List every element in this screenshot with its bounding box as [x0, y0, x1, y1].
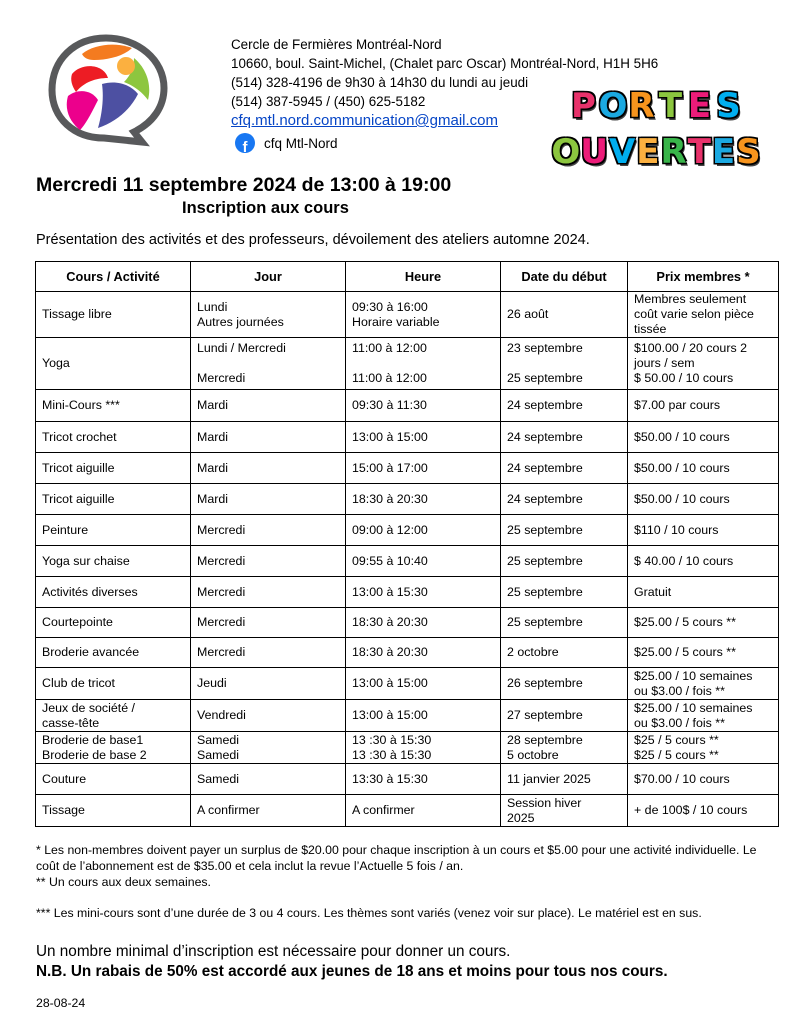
table-row	[36, 422, 779, 453]
table-row	[36, 700, 779, 732]
table-row	[36, 608, 779, 638]
start-date-cell: 24 septembre	[501, 390, 628, 422]
banner-letter: U	[580, 132, 608, 172]
banner-letter: T	[658, 86, 683, 126]
portes-ouvertes-banner	[551, 86, 761, 186]
banner-letter: S	[736, 132, 761, 172]
price-cell: $50.00 / 10 cours	[628, 484, 779, 515]
table-row	[36, 338, 779, 390]
closing-notes	[36, 942, 668, 982]
column-header: Cours / Activité	[36, 262, 191, 292]
price-cell: + de 100$ / 10 cours	[628, 795, 779, 827]
start-date-cell: 28 septembre 5 octobre	[501, 732, 628, 764]
day-cell: Mercredi	[191, 638, 346, 668]
time-cell: 09:55 à 10:40	[346, 546, 501, 577]
table-row	[36, 764, 779, 795]
course-cell: Broderie avancée	[36, 638, 191, 668]
time-cell: 15:00 à 17:00	[346, 453, 501, 484]
table-row	[36, 577, 779, 608]
price-cell: $25.00 / 10 semaines ou $3.00 / fois **	[628, 700, 779, 732]
price-cell: $25.00 / 10 semaines ou $3.00 / fois **	[628, 668, 779, 700]
day-cell: Samedi	[191, 764, 346, 795]
course-cell: Tissage libre	[36, 292, 191, 338]
document-date: 28-08-24	[36, 996, 86, 1010]
start-date-cell: 24 septembre	[501, 484, 628, 515]
table-row	[36, 638, 779, 668]
course-cell: Activités diverses	[36, 577, 191, 608]
banner-letter: R	[628, 86, 655, 126]
course-cell: Tissage	[36, 795, 191, 827]
table-row	[36, 668, 779, 700]
price-cell: Membres seulement coût varie selon pièce tissée	[628, 292, 779, 338]
start-date-cell: 25 septembre	[501, 515, 628, 546]
course-cell: Couture	[36, 764, 191, 795]
day-cell: Mardi	[191, 484, 346, 515]
course-cell: Jeux de société / casse-tête	[36, 700, 191, 732]
course-cell: Courtepointe	[36, 608, 191, 638]
day-cell: Lundi / Mercredi Mercredi	[191, 338, 346, 390]
table-row	[36, 732, 779, 764]
start-date-cell: 23 septembre 25 septembre	[501, 338, 628, 390]
event-subtitle: Inscription aux cours	[182, 199, 349, 217]
price-cell: $70.00 / 10 cours	[628, 764, 779, 795]
banner-letter: E	[636, 132, 660, 172]
start-date-cell: 25 septembre	[501, 608, 628, 638]
start-date-cell: 26 août	[501, 292, 628, 338]
column-header: Heure	[346, 262, 501, 292]
time-cell: 09:00 à 12:00	[346, 515, 501, 546]
start-date-cell: 24 septembre	[501, 422, 628, 453]
minimum-enrollment-note: Un nombre minimal d’inscription est nécessaire pour donner un cours.	[36, 943, 511, 960]
day-cell: Mardi	[191, 453, 346, 484]
course-schedule-table	[35, 261, 779, 827]
price-cell: Gratuit	[628, 577, 779, 608]
price-cell: $50.00 / 10 cours	[628, 422, 779, 453]
course-cell: Mini-Cours ***	[36, 390, 191, 422]
event-title: Mercredi 11 septembre 2024 de 13:00 à 19:00	[36, 174, 452, 196]
organization-logo	[46, 34, 170, 149]
banner-letter: O	[551, 132, 581, 172]
organization-address: 10660, boul. Saint-Michel, (Chalet parc Oscar) Montréal-Nord, H1H 5H6	[231, 56, 659, 71]
organization-phone-1: (514) 328-4196 de 9h30 à 14h30 du lundi au jeudi	[231, 75, 529, 90]
banner-letter: V	[608, 132, 636, 172]
organization-email-link[interactable]: cfq.mtl.nord.communication@gmail.com	[231, 112, 498, 129]
table-row	[36, 292, 779, 338]
facebook-icon: f	[235, 133, 255, 153]
start-date-cell: Session hiver 2025	[501, 795, 628, 827]
price-cell: $7.00 par cours	[628, 390, 779, 422]
start-date-cell: 24 septembre	[501, 453, 628, 484]
time-cell: 09:30 à 16:00 Horaire variable	[346, 292, 501, 338]
price-cell: $110 / 10 cours	[628, 515, 779, 546]
event-intro: Présentation des activités et des professeurs, dévoilement des ateliers automne 2024.	[36, 232, 590, 248]
time-cell: 18:30 à 20:30	[346, 638, 501, 668]
banner-letter: S	[716, 86, 741, 126]
banner-letter: E	[687, 86, 712, 126]
start-date-cell: 26 septembre	[501, 668, 628, 700]
banner-letter: E	[711, 132, 736, 172]
footnote-3: *** Les mini-cours sont d’une durée de 3 ou 4 cours. Les thèmes sont variés (venez voir sur place). Le matériel est en sus.	[36, 906, 702, 920]
start-date-cell: 2 octobre	[501, 638, 628, 668]
table-row	[36, 453, 779, 484]
day-cell: A confirmer	[191, 795, 346, 827]
course-cell: Club de tricot	[36, 668, 191, 700]
footnote-2: ** Un cours aux deux semaines.	[36, 875, 211, 889]
time-cell: 09:30 à 11:30	[346, 390, 501, 422]
banner-letter: O	[598, 86, 628, 126]
day-cell: Lundi Autres journées	[191, 292, 346, 338]
footnote-1: * Les non-membres doivent payer un surplus de $20.00 pour chaque inscription à un cours et $5.00 pour une activité individuelle. Le coût de l’abonnement est de $35.00 et cela inclut la revue l’Actuelle 5 fois / an.	[36, 843, 757, 873]
day-cell: Vendredi	[191, 700, 346, 732]
table-header-row	[36, 262, 779, 292]
column-header: Jour	[191, 262, 346, 292]
course-cell: Broderie de base1 Broderie de base 2	[36, 732, 191, 764]
day-cell: Mercredi	[191, 546, 346, 577]
time-cell: A confirmer	[346, 795, 501, 827]
course-cell: Yoga sur chaise	[36, 546, 191, 577]
time-cell: 18:30 à 20:30	[346, 484, 501, 515]
course-cell: Peinture	[36, 515, 191, 546]
day-cell: Mardi	[191, 422, 346, 453]
price-cell: $25 / 5 cours ** $25 / 5 cours **	[628, 732, 779, 764]
table-row	[36, 484, 779, 515]
start-date-cell: 25 septembre	[501, 546, 628, 577]
table-row	[36, 546, 779, 577]
table-row	[36, 390, 779, 422]
time-cell: 13:00 à 15:00	[346, 668, 501, 700]
table-row	[36, 515, 779, 546]
banner-line-2	[551, 132, 761, 172]
course-cell: Tricot aiguille	[36, 484, 191, 515]
day-cell: Samedi Samedi	[191, 732, 346, 764]
banner-letter: T	[687, 132, 711, 172]
price-cell: $100.00 / 20 cours 2 jours / sem $ 50.00 / 10 cours	[628, 338, 779, 390]
price-cell: $ 40.00 / 10 cours	[628, 546, 779, 577]
price-cell: $50.00 / 10 cours	[628, 453, 779, 484]
time-cell: 18:30 à 20:30	[346, 608, 501, 638]
time-cell: 11:00 à 12:00 11:00 à 12:00	[346, 338, 501, 390]
banner-letter: R	[660, 132, 687, 172]
course-cell: Yoga	[36, 338, 191, 390]
day-cell: Mercredi	[191, 608, 346, 638]
day-cell: Jeudi	[191, 668, 346, 700]
time-cell: 13:30 à 15:30	[346, 764, 501, 795]
banner-letter: P	[571, 86, 596, 126]
organization-name: Cercle de Fermières Montréal-Nord	[231, 37, 442, 52]
day-cell: Mardi	[191, 390, 346, 422]
course-cell: Tricot crochet	[36, 422, 191, 453]
price-cell: $25.00 / 5 cours **	[628, 638, 779, 668]
start-date-cell: 25 septembre	[501, 577, 628, 608]
price-cell: $25.00 / 5 cours **	[628, 608, 779, 638]
day-cell: Mercredi	[191, 515, 346, 546]
banner-line-1	[565, 86, 747, 126]
column-header: Prix membres *	[628, 262, 779, 292]
day-cell: Mercredi	[191, 577, 346, 608]
organization-phone-2: (514) 387-5945 / (450) 625-5182	[231, 94, 426, 109]
time-cell: 13:00 à 15:00	[346, 700, 501, 732]
footnotes	[36, 842, 766, 928]
discount-note: N.B. Un rabais de 50% est accordé aux jeunes de 18 ans et moins pour tous nos cours.	[36, 963, 668, 980]
column-header: Date du début	[501, 262, 628, 292]
time-cell: 13:00 à 15:30	[346, 577, 501, 608]
course-cell: Tricot aiguille	[36, 453, 191, 484]
table-row	[36, 795, 779, 827]
start-date-cell: 11 janvier 2025	[501, 764, 628, 795]
facebook-link[interactable]	[235, 133, 338, 153]
facebook-label: cfq Mtl-Nord	[264, 135, 338, 151]
time-cell: 13 :30 à 15:30 13 :30 à 15:30	[346, 732, 501, 764]
time-cell: 13:00 à 15:00	[346, 422, 501, 453]
start-date-cell: 27 septembre	[501, 700, 628, 732]
